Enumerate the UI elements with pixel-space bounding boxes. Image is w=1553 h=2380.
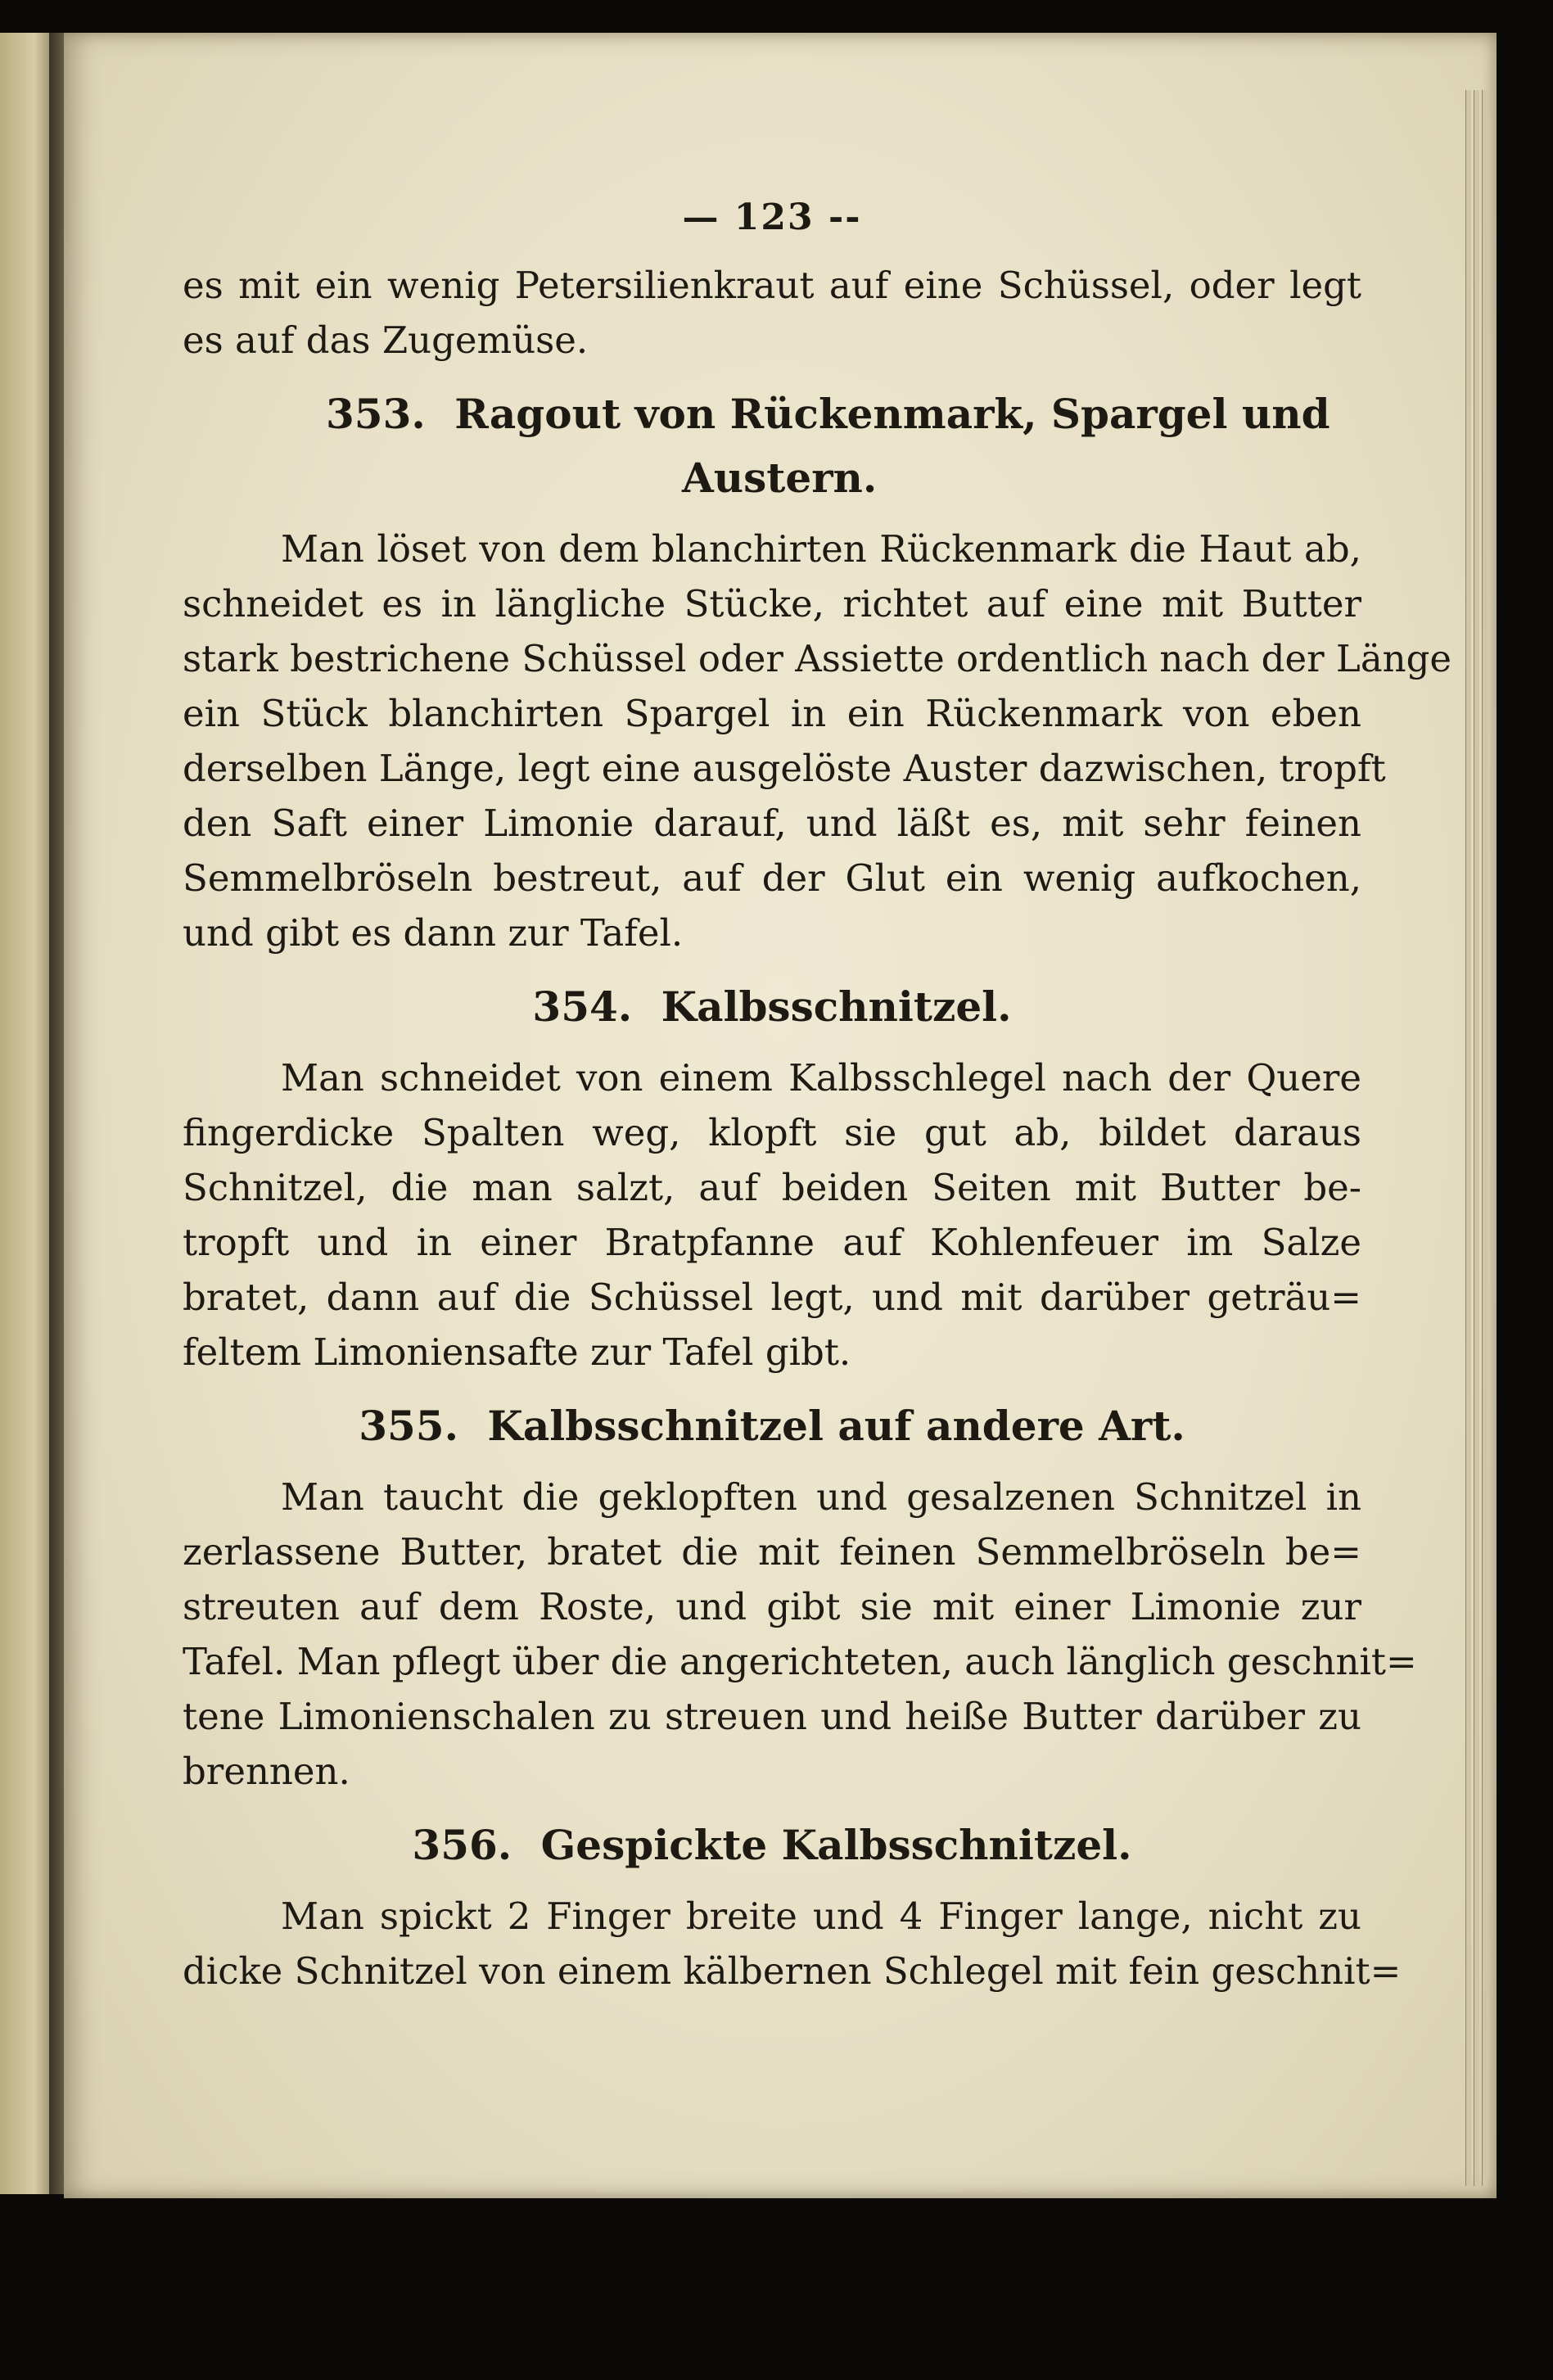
recipe-number: 355. xyxy=(359,1402,458,1450)
text-line: tene Limonienschalen zu streuen und heiße Butter darüber zu xyxy=(183,1695,1361,1738)
text-line: den Saft einer Limonie darauf, und läßt es, mit sehr feinen xyxy=(183,802,1361,845)
page-number: — 123 -- xyxy=(682,196,862,238)
text-line: zerlassene Butter, bratet die mit feinen Semmelbröseln be= xyxy=(183,1530,1361,1574)
text-line: Man löset von dem blanchirten Rückenmark die Haut ab, xyxy=(281,527,1361,571)
text-line: es mit ein wenig Petersilienkraut auf eine Schüssel, oder legt xyxy=(183,264,1361,307)
recipe-heading-353-cont xyxy=(183,449,1361,507)
recipe-heading-355 xyxy=(183,1398,1361,1455)
recipe-title: Ragout von Rückenmark, Spargel und xyxy=(454,390,1330,438)
text-line: Man schneidet von einem Kalbsschlegel nach der Quere xyxy=(281,1056,1361,1100)
recipe-heading-356 xyxy=(183,1817,1361,1874)
text-line: Tafel. Man pflegt über die angerichteten, auch länglich geschnit= xyxy=(183,1640,1417,1683)
text-line: es auf das Zugemüse. xyxy=(183,318,589,362)
text-line: tropft und in einer Bratpfanne auf Kohlenfeuer im Salze xyxy=(183,1221,1361,1264)
text-line: Schnitzel, die man salzt, auf beiden Seiten mit Butter be- xyxy=(183,1166,1361,1209)
text-line: stark bestrichene Schüssel oder Assiette ordentlich nach der Länge xyxy=(183,637,1452,680)
recipe-heading-353 xyxy=(183,386,1361,443)
text-line: derselben Länge, legt eine ausgelöste Auster dazwischen, tropft xyxy=(183,747,1386,790)
recipe-title: Kalbsschnitzel. xyxy=(661,982,1012,1031)
text-line: dicke Schnitzel von einem kälbernen Schlegel mit fein geschnit= xyxy=(183,1949,1402,1993)
text-line: Semmelbröseln bestreut, auf der Glut ein wenig aufkochen, xyxy=(183,856,1361,900)
recipe-number: 353. xyxy=(326,390,426,438)
text-line: Man spickt 2 Finger breite und 4 Finger lange, nicht zu xyxy=(281,1895,1361,1938)
text-line: Man taucht die geklopften und gesalzenen Schnitzel in xyxy=(281,1475,1361,1519)
text-line: brennen. xyxy=(183,1750,350,1793)
text-line: schneidet es in längliche Stücke, richtet auf eine mit Butter xyxy=(183,582,1361,625)
text-line: ein Stück blanchirten Spargel in ein Rückenmark von eben xyxy=(183,692,1361,735)
text-line: streuten auf dem Roste, und gibt sie mit einer Limonie zur xyxy=(183,1585,1361,1628)
recipe-title-cont: Austern. xyxy=(682,454,878,502)
page-edge-1 xyxy=(1465,90,1471,2186)
text-line: fingerdicke Spalten weg, klopft sie gut ab, bildet daraus xyxy=(183,1111,1361,1154)
text-line: bratet, dann auf die Schüssel legt, und mit darüber geträu= xyxy=(183,1276,1361,1319)
page-text xyxy=(183,196,1452,1998)
text-line: und gibt es dann zur Tafel. xyxy=(183,911,684,955)
text-line: feltem Limoniensafte zur Tafel gibt. xyxy=(183,1330,851,1374)
recipe-number: 354. xyxy=(532,982,633,1031)
recipe-title: Gespickte Kalbsschnitzel. xyxy=(540,1821,1132,1869)
recipe-number: 356. xyxy=(412,1821,512,1869)
page-edge-2 xyxy=(1474,90,1479,2186)
book-page xyxy=(64,33,1497,2198)
page-edge-3 xyxy=(1482,90,1488,2186)
recipe-title: Kalbsschnitzel auf andere Art. xyxy=(487,1402,1185,1450)
recipe-heading-354 xyxy=(183,978,1361,1036)
